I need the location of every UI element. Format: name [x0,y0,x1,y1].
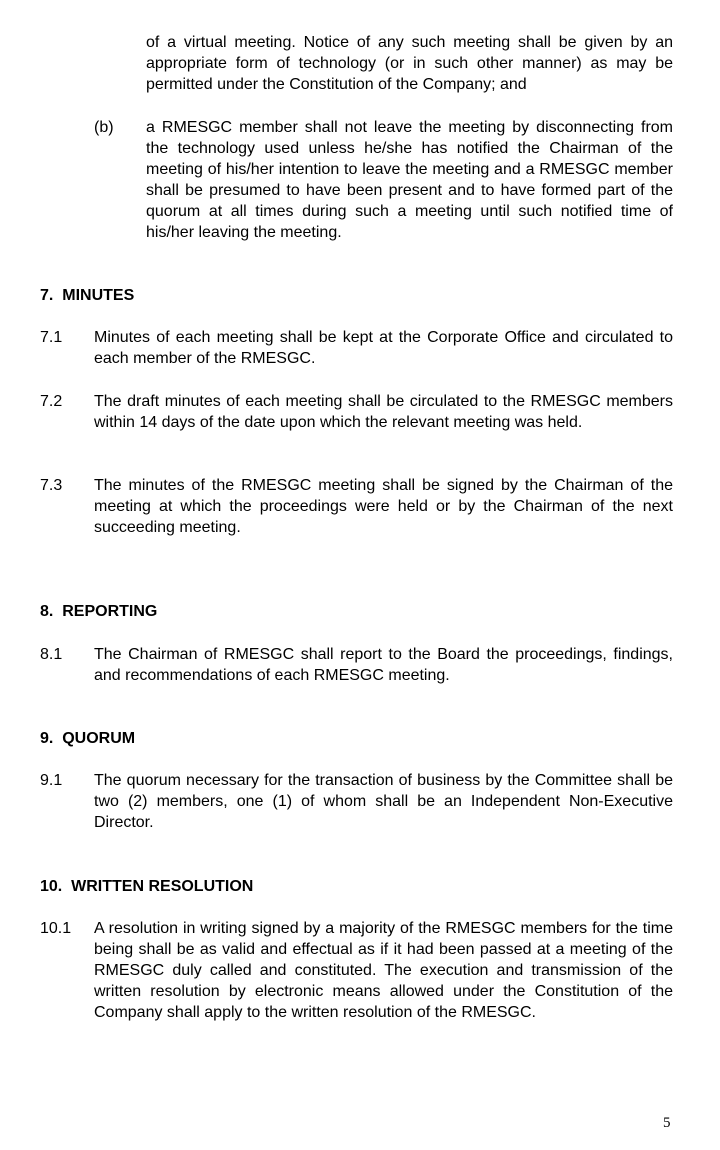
clause-7-1-number: 7.1 [40,329,63,346]
section-7-number: 7. [40,287,54,304]
clause-7-3-text: The minutes of the RMESGC meeting shall be signed by the Chairman of the meeting at which the proceedings were held or by the Chairman of the next succeeding meeting. [94,477,673,536]
item-b-text: a RMESGC member shall not leave the meeting by disconnecting from the technology used unless he/she has notified the Chairman of the meeting of his/her intention to leave the meeting and a RMESGC member shall be presumed to have been present and to have formed part of the quorum at all times during such a meeting until such notified time of his/her leaving the meeting. [146,119,673,241]
clause-10-1-text: A resolution in writing signed by a majority of the RMESGC members for the time being shall be as valid and effectual as if it had been passed at a meeting of the RMESGC duly called and constituted. The execution and transmission of the written resolution by electronic means allowed under the Constitution of the Company shall apply to the written resolution of the RMESGC. [94,920,673,1021]
section-10-number: 10. [40,878,63,895]
section-9-number: 9. [40,730,54,747]
section-8-number: 8. [40,603,54,620]
section-9-title: QUORUM [62,730,136,747]
item-b-label: (b) [94,119,114,136]
clause-9-1-number: 9.1 [40,772,63,789]
section-8-title: REPORTING [62,603,158,620]
clause-7-3-number: 7.3 [40,477,63,494]
clause-7-1-text: Minutes of each meeting shall be kept at the Corporate Office and circulated to each member of the RMESGC. [94,329,673,367]
clause-10-1-number: 10.1 [40,920,72,937]
clause-8-1-text: The Chairman of RMESGC shall report to the Board the proceedings, findings, and recommendations of each RMESGC meeting. [94,646,673,684]
clause-7-2-number: 7.2 [40,393,63,410]
paragraph-a-continuation: of a virtual meeting. Notice of any such meeting shall be given by an appropriate form of technology (or in such other manner) as may be permitted under the Constitution of the Company; and [146,34,673,93]
section-7-title: MINUTES [62,287,135,304]
section-10-heading [40,876,253,897]
clause-7-2-text: The draft minutes of each meeting shall be circulated to the RMESGC members within 14 days of the date upon which the relevant meeting was held. [94,393,673,431]
section-10-title: WRITTEN RESOLUTION [71,878,254,895]
section-7-heading [40,285,134,306]
page-number: 5 [663,1115,671,1131]
section-9-heading [40,728,135,749]
clause-9-1-text: The quorum necessary for the transaction of business by the Committee shall be two (2) members, one (1) of whom shall be an Independent Non-Executive Director. [94,772,673,831]
section-8-heading [40,601,157,622]
clause-8-1-number: 8.1 [40,646,63,663]
